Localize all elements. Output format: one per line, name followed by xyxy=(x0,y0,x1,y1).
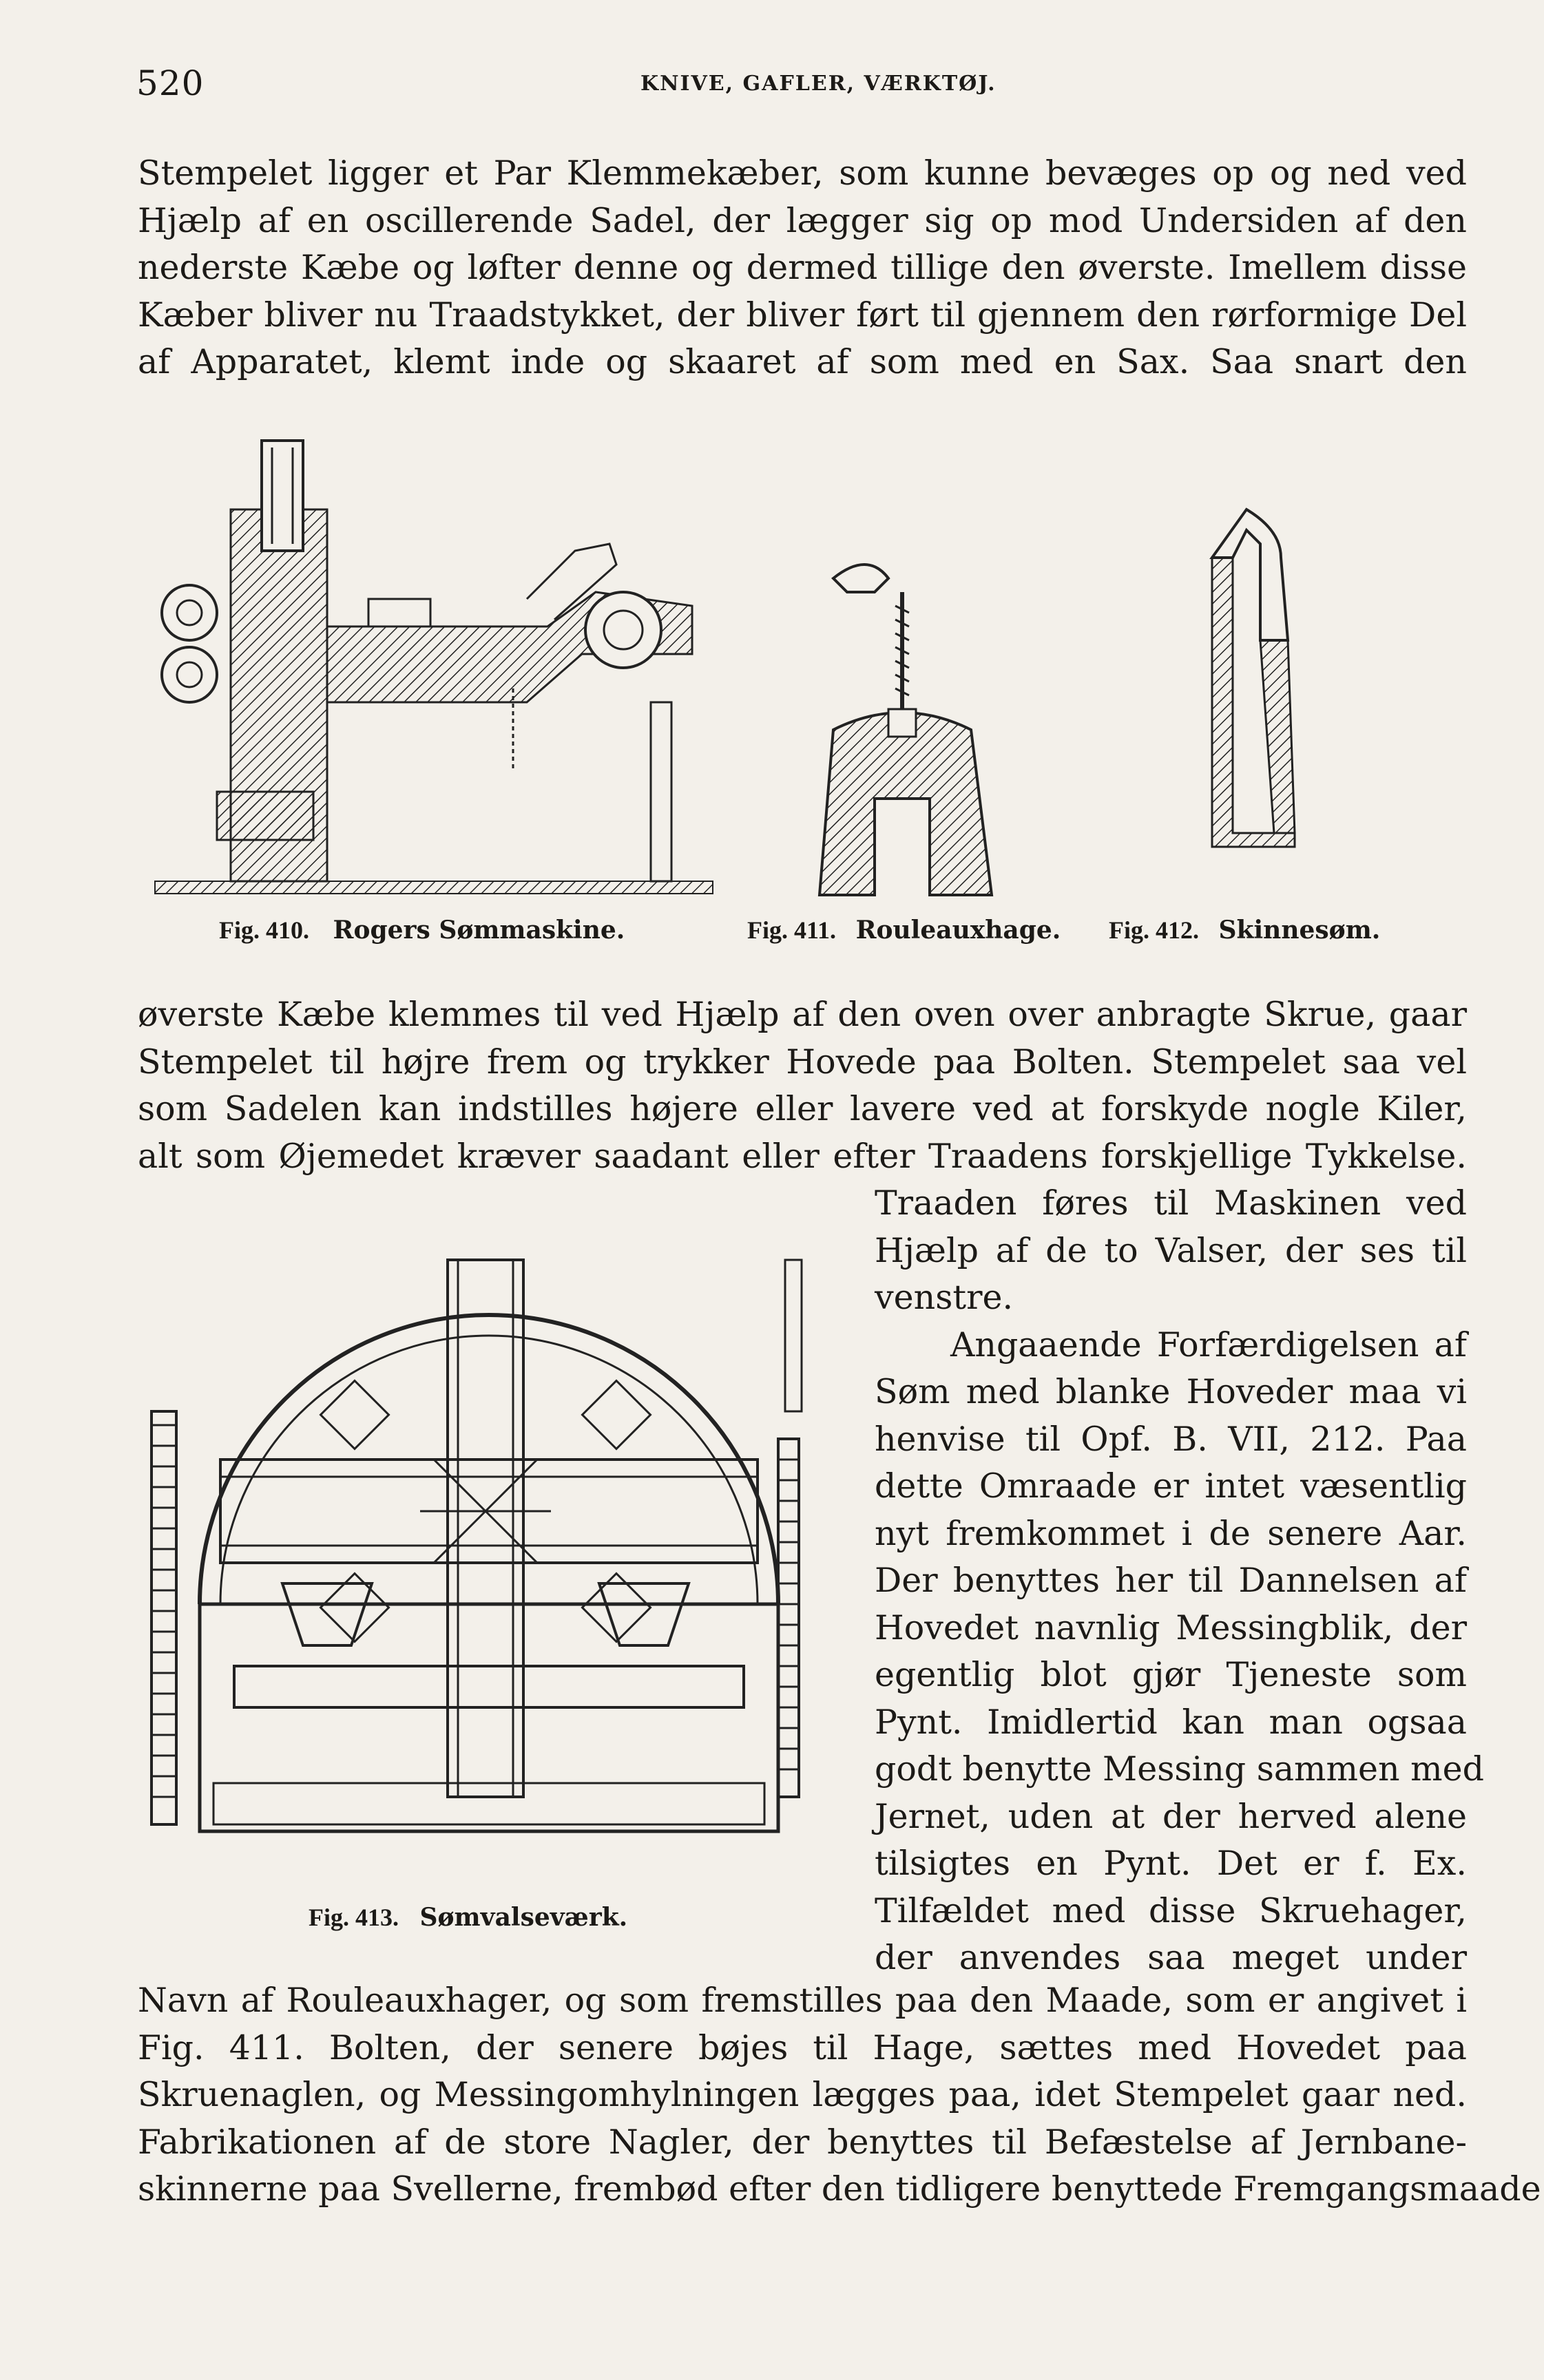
figure-412-rail-spike xyxy=(1198,489,1308,861)
text-line: af Apparatet, klemt inde og skaaret af som med en Sax. Saa snart den xyxy=(138,342,1467,381)
text-line: som Sadelen kan indstilles højere eller lavere ved at forskyde nogle Kiler, xyxy=(138,1089,1467,1128)
text-line: Stempelet til højre frem og trykker Hovede paa Bolten. Stempelet saa vel xyxy=(138,1042,1467,1082)
text-line: Skruenaglen, og Messingomhylningen lægges paa, idet Stempelet gaar ned. xyxy=(138,2075,1467,2114)
text-line: nyt fremkommet i de senere Aar. xyxy=(875,1513,1467,1553)
text-line: Navn af Rouleauxhager, og som fremstilles paa den Maade, som er angivet i xyxy=(138,1981,1467,2020)
text-line: Hovedet navnlig Messingblik, der xyxy=(875,1608,1467,1647)
text-line: venstre. xyxy=(875,1278,1014,1317)
text-line: egentlig blot gjør Tjeneste som xyxy=(875,1655,1467,1694)
figure-413-rolling-mill xyxy=(145,1219,833,1866)
figure-410-sewing-machine xyxy=(141,427,727,902)
figure-411-rouleaux-hook xyxy=(792,551,1054,909)
text-line: Jernet, uden at der herved alene xyxy=(875,1796,1467,1836)
text-line: Kæber bliver nu Traadstykket, der bliver ført til gjennem den rørformige Del xyxy=(138,295,1467,335)
text-line: Søm med blanke Hoveder maa vi xyxy=(875,1372,1467,1411)
text-line: henvise til Opf. B. VII, 212. Paa xyxy=(875,1419,1467,1459)
text-line: Traaden føres til Maskinen ved xyxy=(875,1183,1467,1223)
text-line: tilsigtes en Pynt. Det er f. Ex. xyxy=(875,1844,1467,1883)
page-number: 520 xyxy=(136,63,205,103)
paragraph-2 xyxy=(138,991,1467,1180)
figure-411-caption: Fig. 411. Rouleauxhage. xyxy=(747,916,1061,945)
text-line: Hjælp af en oscillerende Sadel, der lægger sig op mod Undersiden af den xyxy=(138,200,1467,240)
text-line: nederste Kæbe og løfter denne og dermed tillige den øverste. Imellem disse xyxy=(138,248,1467,287)
paragraph-3 xyxy=(138,1977,1541,2213)
text-line: der anvendes saa meget under xyxy=(875,1938,1467,1977)
text-line: Fig. 411. Bolten, der senere bøjes til Hage, sættes med Hovedet paa xyxy=(138,2028,1467,2067)
side-column-text xyxy=(875,1180,1484,1982)
text-line: Stempelet ligger et Par Klemmekæber, som kunne bevæges op og ned ved xyxy=(138,154,1467,193)
paragraph-1 xyxy=(138,150,1467,386)
figure-410-caption: Fig. 410. Rogers Sømmaskine. xyxy=(219,916,625,945)
text-line: dette Omraade er intet væsentlig xyxy=(875,1466,1467,1506)
text-line: øverste Kæbe klemmes til ved Hjælp af den oven over anbragte Skrue, gaar xyxy=(138,995,1467,1034)
figure-413-caption: Fig. 413. Sømvalseværk. xyxy=(309,1903,628,1932)
text-line: Fabrikationen af de store Nagler, der benyttes til Befæstelse af Jernbane- xyxy=(138,2122,1467,2162)
text-line: Angaaende Forfærdigelsen af xyxy=(950,1325,1467,1365)
text-line: alt som Øjemedet kræver saadant eller efter Traadens forskjellige Tykkelse. xyxy=(138,1136,1467,1176)
running-head: KNIVE, GAFLER, VÆRKTØJ. xyxy=(640,72,997,96)
text-line: Tilfældet med disse Skruehager, xyxy=(875,1891,1467,1930)
figure-412-caption: Fig. 412. Skinnesøm. xyxy=(1109,916,1381,945)
text-line: Der benyttes her til Dannelsen af xyxy=(875,1561,1467,1600)
text-line: skinnerne paa Svellerne, frembød efter den tidligere benyttede Fremgangsmaade xyxy=(138,2169,1541,2209)
text-line: Pynt. Imidlertid kan man ogsaa xyxy=(875,1702,1467,1742)
text-line: godt benytte Messing sammen med xyxy=(875,1749,1484,1789)
text-line: Hjælp af de to Valser, der ses til xyxy=(875,1230,1467,1270)
